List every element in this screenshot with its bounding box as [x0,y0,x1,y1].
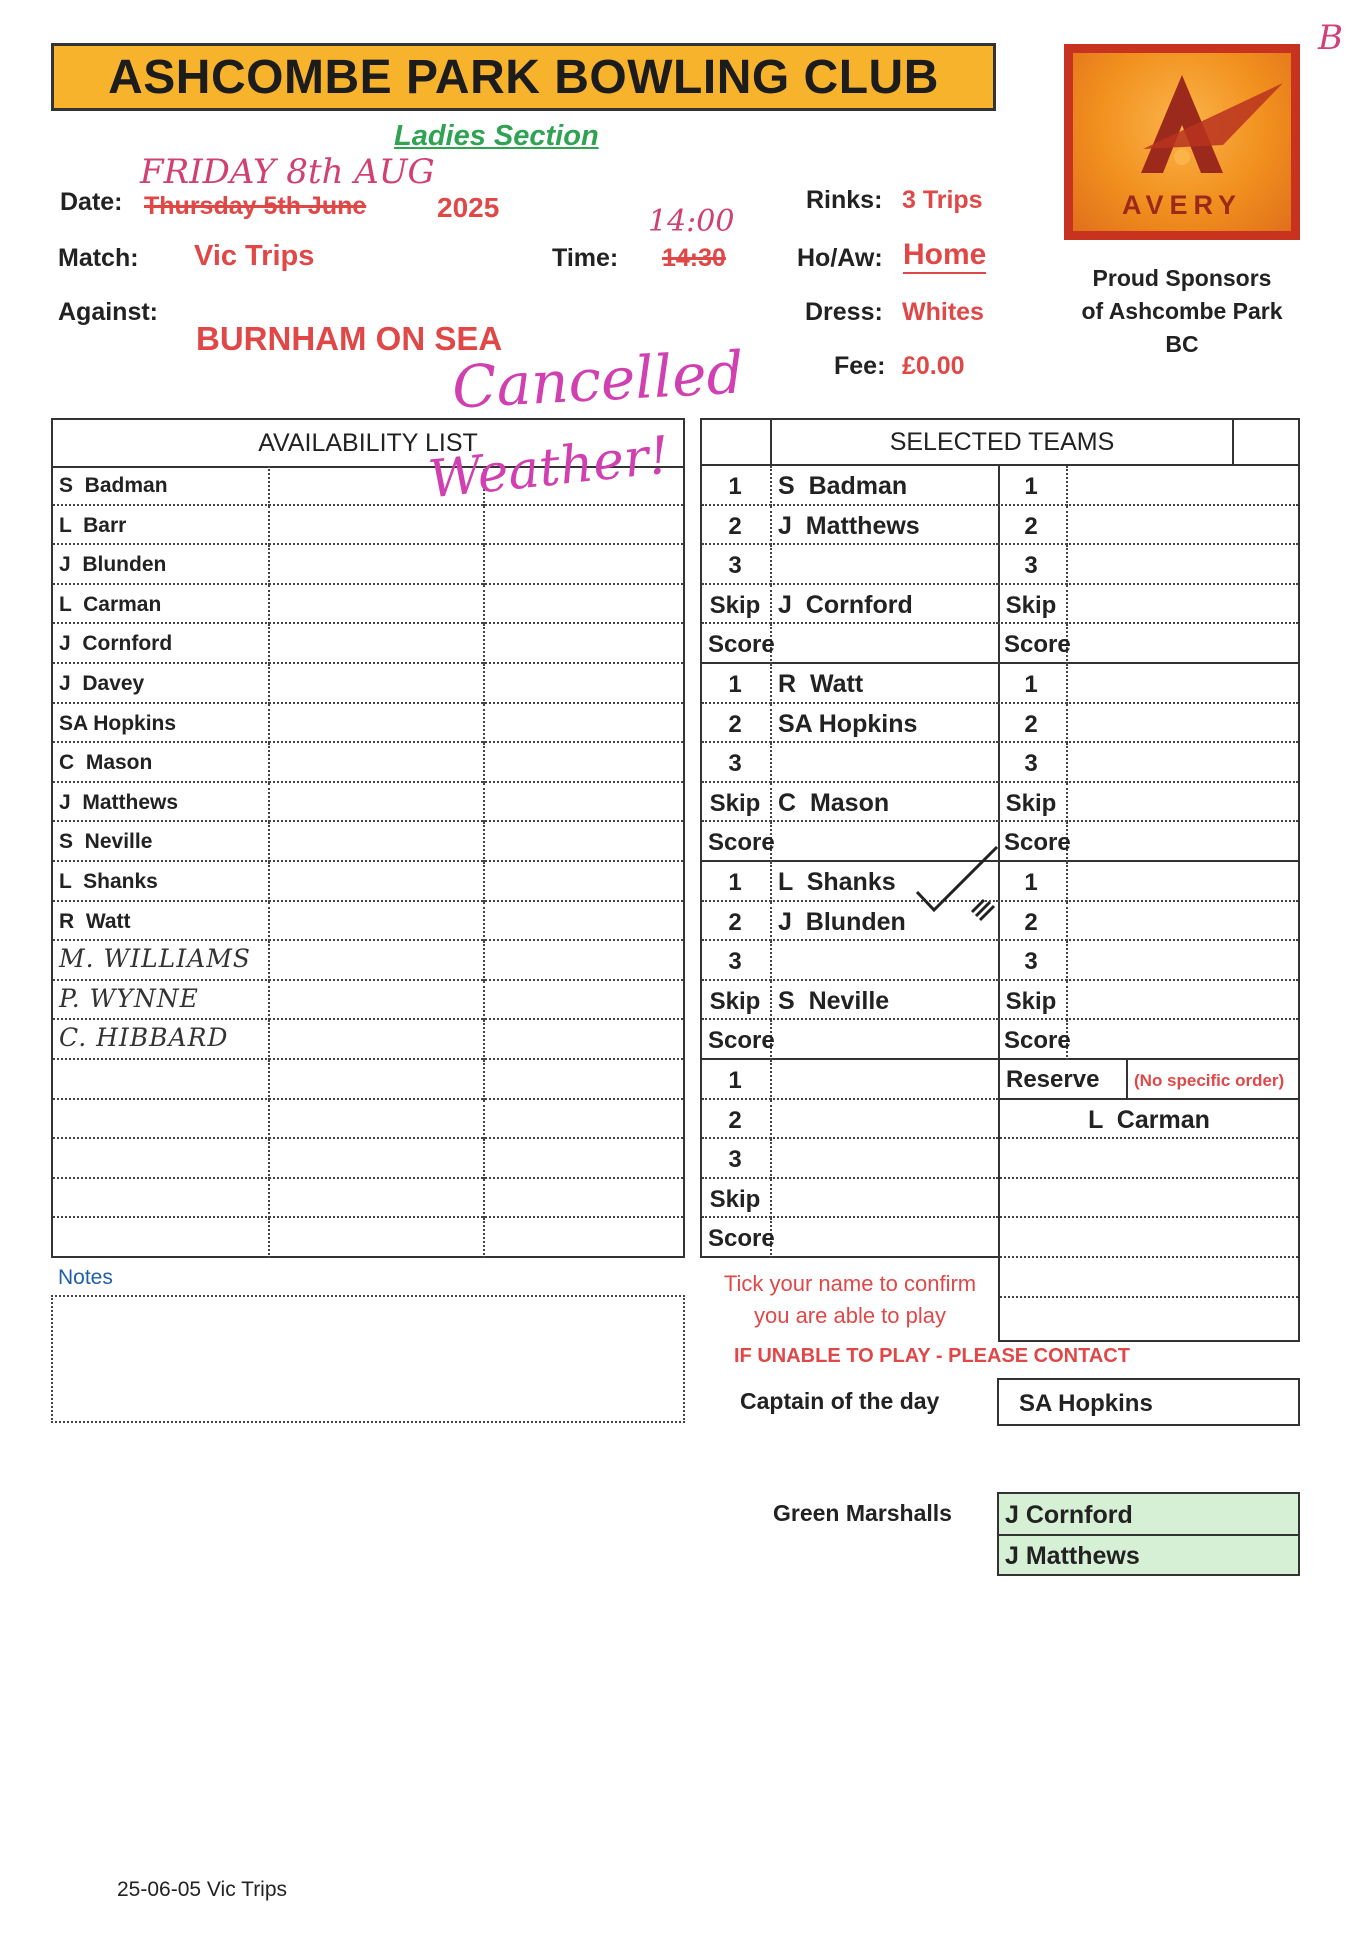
position-divider [1066,902,1068,942]
column-divider [483,783,485,823]
team-row-right [998,941,1298,981]
marshals-box [997,1492,1300,1576]
team-position: 2 [1024,710,1038,738]
column-divider [268,624,270,664]
availability-name: L Shanks [59,870,158,893]
reserve-row [1000,1258,1298,1298]
marshals-label: Green Marshalls [773,1500,952,1526]
position-divider [1066,506,1068,546]
availability-row [53,545,683,585]
team-position: 2 [1024,908,1038,936]
position-divider [1066,862,1068,902]
team-player: S Neville [778,986,890,1015]
position-divider [770,466,772,506]
reserve-note: (No specific order) [1134,1071,1285,1090]
team-row [702,1060,998,1100]
availability-title: AVAILABILITY LIST [53,420,683,468]
time-printed: 14:30 [662,244,726,272]
column-divider [483,862,485,902]
team-player: C Mason [778,788,890,817]
team-row [702,1179,998,1219]
availability-table [51,418,685,1258]
team-position: Score [708,1225,775,1253]
column-divider [483,1139,485,1179]
availability-name: J Matthews [59,790,179,814]
team-row-right [998,822,1298,862]
team-row [702,1100,998,1140]
team-row-right [998,1020,1298,1060]
team-position: Skip [709,1185,761,1213]
time-handwritten: 14:00 [648,204,735,239]
column-divider [483,902,485,942]
sponsor-line-3: BC [1165,331,1199,357]
availability-row [53,941,683,981]
rinks-label: Rinks: [806,186,883,214]
availability-row [53,783,683,823]
availability-name: J Davey [59,672,145,695]
team-position: 3 [1024,552,1038,580]
selected-teams-table [700,418,1300,1298]
marshal-2: J Matthews [1005,1542,1140,1570]
availability-name: L Carman [59,592,162,616]
team-row-right [998,783,1298,823]
availability-name: SA Hopkins [59,711,177,735]
team-row [702,545,998,585]
captain-label: Captain of the day [740,1388,940,1414]
sponsor-line-1: Proud Sponsors [1092,265,1272,291]
cancelled-note: Cancelled [450,338,746,422]
team-position: Skip [709,987,761,1015]
team-row-right [998,743,1298,783]
team-row-right [998,664,1298,704]
team-row [702,743,998,783]
availability-name: C Mason [59,751,153,775]
column-divider [483,1218,485,1258]
column-divider [268,941,270,981]
availability-row [53,585,683,625]
column-divider [483,624,485,664]
footer-reference: 25-06-05 Vic Trips [117,1878,288,1901]
team-player: J Blunden [778,907,906,936]
column-divider [268,585,270,625]
dress-value: Whites [902,298,984,326]
availability-row [53,1179,683,1219]
position-divider [1066,783,1068,823]
team-player: R Watt [778,670,864,698]
availability-name: S Badman [59,474,168,497]
position-divider [770,902,772,942]
reserve-row [1000,1100,1298,1140]
position-divider [770,1139,772,1179]
team-position: Skip [1005,789,1057,817]
position-divider [770,862,772,902]
column-divider [268,1139,270,1179]
position-divider [770,783,772,823]
team-position: 3 [728,750,742,778]
captain-box [997,1378,1300,1426]
position-divider [770,743,772,783]
weather-note: Weather! [425,425,673,511]
position-divider [1066,981,1068,1021]
reserve-divider [1126,1060,1128,1100]
availability-row [53,862,683,902]
position-divider [770,941,772,981]
availability-row [53,1020,683,1060]
date-label: Date: [60,188,123,216]
team-player: SA Hopkins [778,709,918,738]
availability-row [53,1100,683,1140]
team-position: 1 [1024,869,1038,896]
column-divider [483,704,485,744]
fee-value: £0.00 [902,352,965,380]
column-divider [268,664,270,704]
column-divider [268,743,270,783]
column-divider [268,862,270,902]
position-divider [1066,704,1068,744]
team-position: 3 [1024,948,1038,976]
availability-row [53,664,683,704]
column-divider [483,822,485,862]
column-divider [483,506,485,546]
date-printed: Thursday 5th June [144,192,367,220]
time-label: Time: [552,244,619,272]
reserve-header [1000,1060,1298,1100]
date-handwritten: FRIDAY 8th AUG [140,152,435,192]
team-position: 1 [728,473,742,500]
team-row [702,1139,998,1179]
team-row [702,783,998,823]
column-divider [268,783,270,823]
teams-title: SELECTED TEAMS [889,427,1115,456]
reserve-label: Reserve [1006,1066,1100,1093]
team-position: Score [1004,1027,1071,1055]
team-position: Score [1004,829,1071,857]
column-divider [483,1060,485,1100]
team-row [702,704,998,744]
availability-row [53,981,683,1021]
team-row [702,941,998,981]
column-divider [483,1179,485,1219]
reserve-row [1000,1139,1298,1179]
unable-text: IF UNABLE TO PLAY - PLEASE CONTACT [734,1345,1130,1367]
against-value: BURNHAM ON SEA [196,320,503,357]
team-row [702,506,998,546]
column-divider [268,1060,270,1100]
availability-handwritten-name: M. WILLIAMS [59,944,251,974]
column-divider [483,743,485,783]
column-divider [268,704,270,744]
marshal-1: J Cornford [1005,1501,1133,1529]
position-divider [770,1100,772,1140]
rinks-value: 3 Trips [902,186,983,214]
column-divider [268,1179,270,1219]
date-year: 2025 [437,192,500,223]
team-position: 1 [1024,671,1038,698]
hoaw-label: Ho/Aw: [797,244,883,272]
team-row [702,664,998,704]
avery-logo [1064,44,1300,240]
team-position: 1 [1024,473,1038,500]
reserve-row [1000,1218,1298,1258]
team-row-right [998,704,1298,744]
position-divider [1066,585,1068,625]
availability-row [53,1139,683,1179]
team-position: 2 [728,710,742,738]
team-position: Skip [1005,591,1057,619]
reserve-block [998,1060,1300,1342]
team-position: Score [708,1027,775,1055]
team-position: Score [1004,631,1071,659]
sponsor-text [1064,262,1300,361]
position-divider [1066,466,1068,506]
column-divider [268,981,270,1021]
availability-row [53,743,683,783]
logo-word: AVERY [1121,190,1243,220]
position-divider [1066,545,1068,585]
column-divider [483,585,485,625]
team-row [702,466,998,506]
notes-label: Notes [58,1266,113,1289]
team-player: J Matthews [778,511,920,540]
team-position: 1 [728,869,742,896]
team-row [702,585,998,625]
position-divider [770,1179,772,1219]
team-position: 3 [728,1146,742,1174]
team-position: 3 [1024,750,1038,778]
team-row [702,1218,998,1258]
sponsor-line-2: of Ashcombe Park [1081,298,1283,324]
column-divider [483,1100,485,1140]
against-label: Against: [58,298,158,326]
team-position: Skip [1005,987,1057,1015]
position-divider [770,545,772,585]
availability-name: J Cornford [59,632,173,656]
fee-label: Fee: [834,352,886,380]
team-row-right [998,506,1298,546]
team-position: 1 [728,671,742,698]
availability-row [53,624,683,664]
availability-handwritten-name: C. HIBBARD [59,1023,229,1053]
column-divider [268,1020,270,1060]
team-row-right [998,981,1298,1021]
position-divider [770,981,772,1021]
team-row [702,981,998,1021]
column-divider [483,941,485,981]
team-player: J Cornford [778,590,913,619]
captain-value: SA Hopkins [1019,1390,1153,1417]
team-player: L Shanks [778,868,896,896]
column-divider [483,1020,485,1060]
column-divider [483,981,485,1021]
teams-header [700,418,1300,466]
availability-row [53,822,683,862]
availability-name: R Watt [59,909,131,933]
position-divider [1066,664,1068,704]
availability-name: J Blunden [59,553,167,577]
team-row-right [998,545,1298,585]
reserve-row [1000,1179,1298,1219]
team-row [702,624,998,664]
team-position: 2 [728,1106,742,1134]
column-divider [483,664,485,704]
column-divider [268,1100,270,1140]
tick-note [700,1268,1000,1332]
teams-right-block [998,466,1300,1060]
team-row-right [998,466,1298,506]
reserve-name: L Carman [1088,1105,1210,1134]
position-divider [770,664,772,704]
position-divider [1066,941,1068,981]
team-position: 3 [728,552,742,580]
team-row-right [998,624,1298,664]
club-title: ASHCOMBE PARK BOWLING CLUB [108,50,939,104]
column-divider [268,1218,270,1258]
team-position: Skip [709,789,761,817]
team-position: Score [708,829,775,857]
hoaw-value: Home [903,238,986,274]
availability-name: S Neville [59,830,153,854]
availability-name: L Barr [59,513,127,537]
availability-row [53,902,683,942]
notes-box[interactable] [51,1295,685,1423]
team-player: S Badman [778,472,908,500]
section-title: Ladies Section [394,120,599,152]
availability-handwritten-name: P. WYNNE [59,983,199,1013]
position-divider [770,506,772,546]
availability-row [53,1218,683,1258]
tick-mark-icon [912,842,1002,932]
column-divider [268,506,270,546]
team-position: Skip [709,591,761,619]
team-position: 2 [1024,512,1038,540]
availability-row [53,1060,683,1100]
team-position: 2 [728,908,742,936]
position-divider [770,1060,772,1100]
club-title-banner [51,43,996,111]
match-label: Match: [58,244,139,272]
team-row-right [998,585,1298,625]
team-position: Score [708,631,775,659]
availability-row [53,506,683,546]
tick-line-2: you are able to play [753,1303,947,1328]
corner-mark: B [1318,18,1343,58]
tick-line-1: Tick your name to confirm [723,1271,977,1296]
reserve-row [1000,1298,1298,1338]
team-position: 1 [728,1067,742,1094]
availability-row [53,704,683,744]
column-divider [268,545,270,585]
column-divider [483,545,485,585]
team-position: 3 [728,948,742,976]
column-divider [268,822,270,862]
team-row-right [998,862,1298,902]
column-divider [268,902,270,942]
team-position: 2 [728,512,742,540]
position-divider [770,704,772,744]
team-row-right [998,902,1298,942]
position-divider [1066,743,1068,783]
position-divider [770,585,772,625]
team-row [702,1020,998,1060]
dress-label: Dress: [805,298,883,326]
column-divider [268,466,270,506]
match-value: Vic Trips [194,240,315,272]
